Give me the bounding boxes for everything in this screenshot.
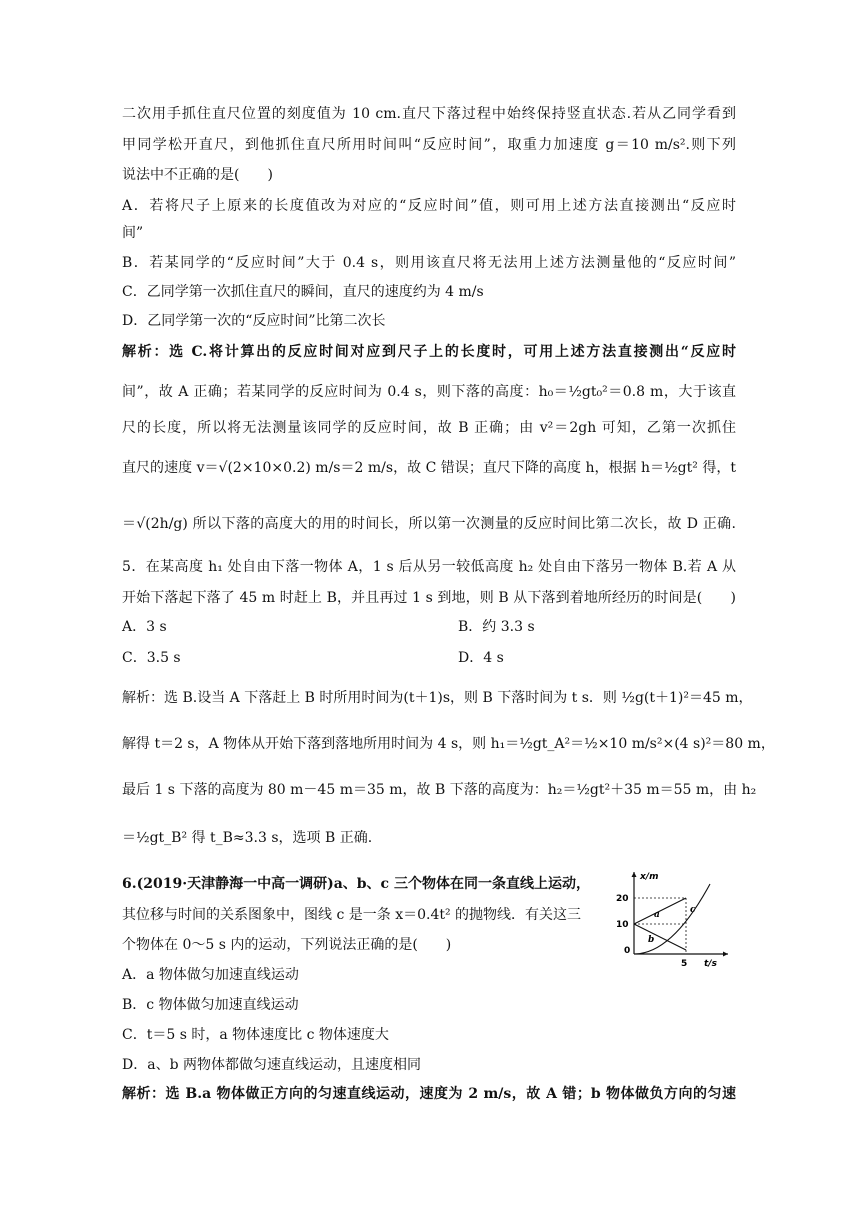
- solution-line: 解析：选 B.a 物体做正方向的匀速直线运动，速度为 2 m/s，故 A 错；b 物体做负方向的匀速: [122, 1086, 736, 1102]
- question-line: 5．在某高度 h₁ 处自由下落一物体 A，1 s 后从另一较低高度 h₂ 处自由下落另一物体 B.若 A 从: [122, 559, 736, 575]
- q5-option-d: D．4 s: [458, 650, 504, 666]
- y-tick-20: 20: [616, 894, 629, 904]
- solution-line: ＝√(2h/g) 所以下落的高度大的用的时间长，所以第一次测量的反应时间比第二次长，故 D 正确.: [122, 516, 736, 532]
- y-axis-label: x/m: [640, 872, 659, 882]
- option-line: 间”: [122, 225, 144, 241]
- label-a: a: [654, 910, 660, 920]
- solution-line: 直尺的速度 v＝√(2×10×0.2) m/s＝2 m/s，故 C 错误；直尺下降的高度 h，根据 h＝½gt² 得，t: [122, 460, 736, 476]
- x-axis-label: t/s: [704, 959, 717, 968]
- t-axis-arrow: [723, 952, 728, 957]
- solution-line: 最后 1 s 下落的高度为 80 m－45 m＝35 m，故 B 下落的高度为：h₂＝½gt²＋35 m＝55 m，由 h₂: [122, 782, 757, 798]
- text-line: 说法中不正确的是( ): [122, 167, 273, 183]
- q5-option-c: C．3.5 s: [122, 650, 181, 666]
- question-line: 开始下落起下落了 45 m 时赶上 B，并且再过 1 s 到地，则 B 从下落到着地所经历的时间是( ): [122, 590, 736, 606]
- option-line: D．乙同学第一次的“反应时间”比第二次长: [122, 313, 386, 329]
- option-line: C．t＝5 s 时，a 物体速度比 c 物体速度大: [122, 1027, 389, 1043]
- option-line: C．乙同学第一次抓住直尺的瞬间，直尺的速度约为 4 m/s: [122, 284, 484, 300]
- option-line: D．a、b 两物体都做匀速直线运动，且速度相同: [122, 1057, 421, 1073]
- label-c: c: [690, 905, 696, 915]
- x-axis-arrow: [632, 872, 637, 877]
- option-line: B．若某同学的“反应时间”大于 0.4 s，则用该直尺将无法用上述方法测量他的“反应时间”: [122, 255, 736, 271]
- text-line: 甲同学松开直尺，到他抓住直尺所用时间叫“反应时间”，取重力加速度 g＝10 m/s².则下列: [122, 137, 736, 153]
- y-tick-10: 10: [616, 920, 629, 930]
- solution-line: 间”，故 A 正确；若某同学的反应时间为 0.4 s，则下落的高度：h₀＝½gt₀²＝0.8 m，大于该直: [122, 384, 736, 400]
- text-line: 二次用手抓住直尺位置的刻度值为 10 cm.直尺下落过程中始终保持竖直状态.若从乙同学看到: [122, 106, 736, 122]
- question-line: 6.(2019·天津静海一中高一调研)a、b、c 三个物体在同一条直线上运动，: [122, 876, 590, 892]
- option-line: B．c 物体做匀加速直线运动: [122, 997, 299, 1013]
- solution-line: 解得 t＝2 s，A 物体从开始下落到落地所用时间为 4 s，则 h₁＝½gt_A²＝½×10 m/s²×(4 s)²＝80 m，: [122, 736, 775, 752]
- solution-line: 尺的长度，所以将无法测量该同学的反应时间，故 B 正确；由 v²＝2gh 可知，乙第一次抓住: [122, 420, 736, 436]
- x-tick-5: 5: [681, 959, 688, 968]
- solution-line: 解析：选 B.设当 A 下落赶上 B 时所用时间为(t＋1)s，则 B 下落时间为 t s．则 ½g(t＋1)²＝45 m，: [122, 690, 753, 706]
- xt-graph: [614, 868, 732, 968]
- label-b: b: [648, 935, 655, 945]
- y-tick-0: 0: [624, 946, 631, 956]
- question-line: 其位移与时间的关系图象中，图线 c 是一条 x＝0.4t² 的抛物线．有关这三: [122, 907, 582, 923]
- option-line: A．若将尺子上原来的长度值改为对应的“反应时间”值，则可用上述方法直接测出“反应时: [122, 198, 736, 214]
- solution-line: 解析：选 C.将计算出的反应时间对应到尺子上的长度时，可用上述方法直接测出“反应时: [122, 344, 736, 360]
- solution-line: ＝½gt_B² 得 t_B≈3.3 s，选项 B 正确.: [122, 830, 373, 846]
- q5-option-a: A．3 s: [122, 619, 167, 635]
- q5-option-b: B．约 3.3 s: [458, 619, 535, 635]
- line-a: [634, 898, 686, 924]
- option-line: A．a 物体做匀加速直线运动: [122, 967, 299, 983]
- question-line: 个物体在 0～5 s 内的运动，下列说法正确的是( ): [122, 937, 452, 953]
